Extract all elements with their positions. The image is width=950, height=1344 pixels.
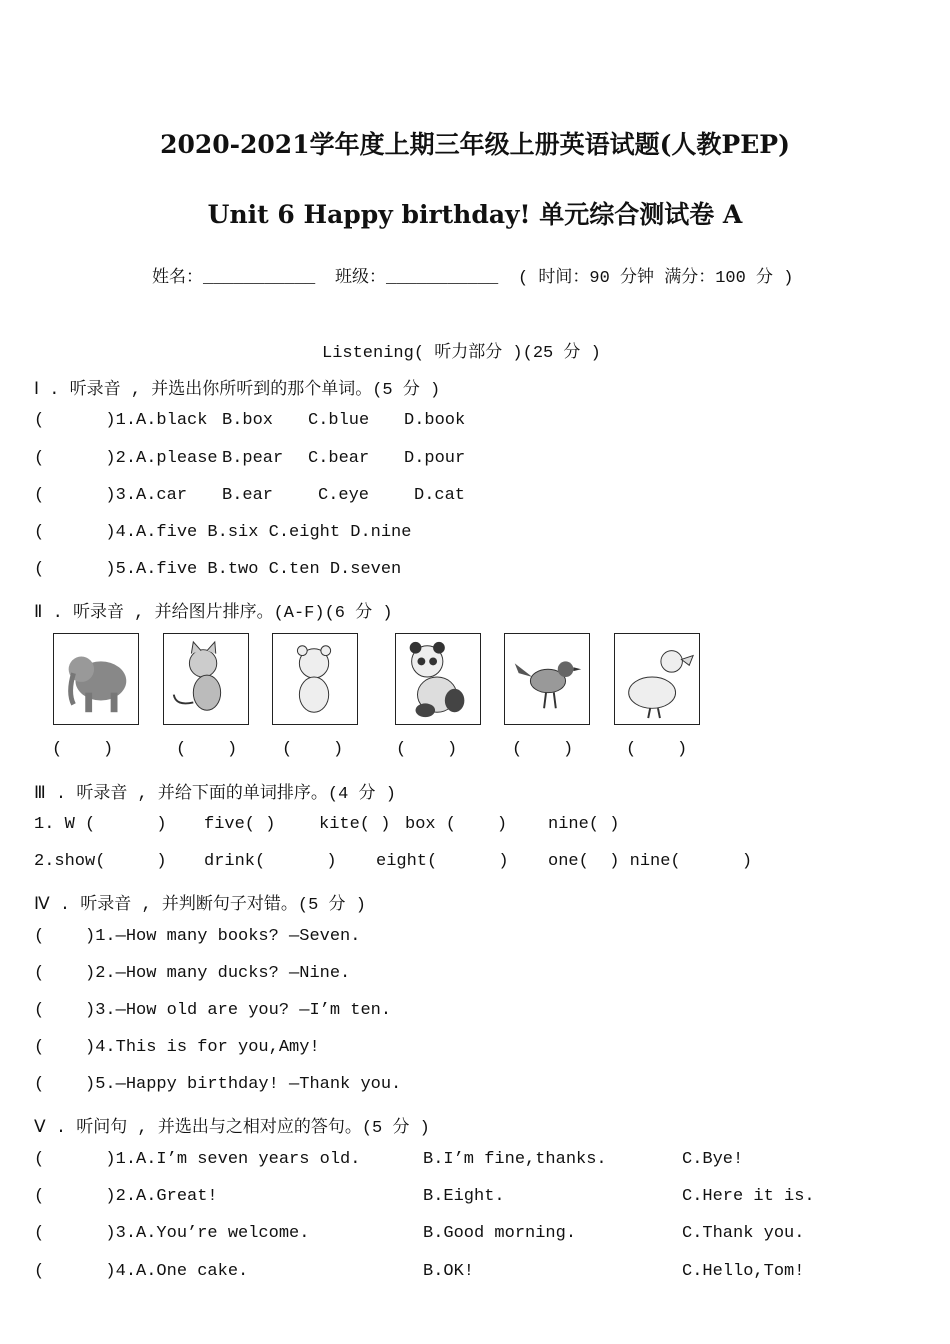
picture-blank: ( ) bbox=[626, 740, 688, 759]
s1-option: D.book bbox=[404, 411, 466, 430]
s1-option: D.pour bbox=[404, 449, 466, 468]
s4-heading: Ⅳ . 听录音 , 并判断句子对错。(5 分 ) bbox=[34, 896, 366, 915]
picture-blank: ( ) bbox=[396, 740, 458, 759]
s5-option: C.Here it is. bbox=[682, 1187, 815, 1206]
picture-blank: ( ) bbox=[512, 740, 574, 759]
s1-row: ( )2.A.please bbox=[34, 449, 218, 468]
page-title: 2020-2021学年度上期三年级上册英语试题(人教PEP) bbox=[160, 130, 790, 159]
cat-picture bbox=[163, 633, 249, 725]
s4-row: ( )2.—How many ducks? —Nine. bbox=[34, 964, 351, 983]
bear-picture bbox=[272, 633, 358, 725]
section-header: Listening( 听力部分 )(25 分 ) bbox=[322, 344, 601, 363]
s1-option: C.blue bbox=[308, 411, 370, 430]
duck-picture bbox=[614, 633, 700, 725]
s5-row: ( )4.A.One cake. bbox=[34, 1262, 249, 1281]
s4-row: ( )3.—How old are you? —I’m ten. bbox=[34, 1001, 392, 1020]
s5-option: B.OK! bbox=[423, 1262, 475, 1281]
s3-word: 2.show( ) bbox=[34, 852, 167, 871]
s3-word: five( ) bbox=[204, 815, 276, 834]
elephant-picture bbox=[53, 633, 139, 725]
s5-option: B.Eight. bbox=[423, 1187, 505, 1206]
s1-row: ( )4.A.five B.six C.eight D.nine bbox=[34, 523, 412, 542]
s5-row: ( )2.A.Great! bbox=[34, 1187, 218, 1206]
s5-option: C.Thank you. bbox=[682, 1224, 805, 1243]
s5-option: C.Hello,Tom! bbox=[682, 1262, 805, 1281]
page-subtitle: Unit 6 Happy birthday! 单元综合测试卷 A bbox=[207, 200, 743, 229]
s1-row: ( )1.A.black bbox=[34, 411, 208, 430]
s1-row: ( )3.A.car bbox=[34, 486, 188, 505]
s3-word: drink( ) bbox=[204, 852, 337, 871]
s5-option: B.I’m fine,thanks. bbox=[423, 1150, 607, 1169]
panda-picture bbox=[395, 633, 481, 725]
s1-option: B.ear bbox=[222, 486, 274, 505]
s1-option: D.cat bbox=[414, 486, 466, 505]
s1-option: C.eye bbox=[318, 486, 370, 505]
s3-word: kite( ) bbox=[319, 815, 391, 834]
s3-word: nine( ) bbox=[548, 815, 620, 834]
s4-row: ( )1.—How many books? —Seven. bbox=[34, 927, 361, 946]
class-field: 班级：___________ bbox=[335, 269, 499, 288]
picture-blank: ( ) bbox=[52, 740, 114, 759]
s3-word: 1. W ( ) bbox=[34, 815, 167, 834]
s2-heading: Ⅱ . 听录音 , 并给图片排序。(A-F)(6 分 ) bbox=[34, 604, 393, 623]
bird-picture bbox=[504, 633, 590, 725]
s5-row: ( )3.A.You’re welcome. bbox=[34, 1224, 310, 1243]
s3-word: one( ) nine( ) bbox=[548, 852, 753, 871]
s5-option: C.Bye! bbox=[682, 1150, 744, 1169]
s1-heading: Ⅰ . 听录音 , 并选出你所听到的那个单词。(5 分 ) bbox=[34, 381, 441, 400]
s1-row: ( )5.A.five B.two C.ten D.seven bbox=[34, 560, 402, 579]
picture-blank: ( ) bbox=[282, 740, 344, 759]
s1-option: B.box bbox=[222, 411, 274, 430]
s4-row: ( )4.This is for you,Amy! bbox=[34, 1038, 320, 1057]
s4-row: ( )5.—Happy birthday! —Thank you. bbox=[34, 1075, 402, 1094]
s1-option: C.bear bbox=[308, 449, 370, 468]
s3-heading: Ⅲ . 听录音 , 并给下面的单词排序。(4 分 ) bbox=[34, 785, 396, 804]
s3-word: box ( ) bbox=[405, 815, 508, 834]
s1-option: B.pear bbox=[222, 449, 284, 468]
time-score: ( 时间：90 分钟 满分：100 分 ) bbox=[518, 269, 794, 288]
s5-heading: Ⅴ . 听问句 , 并选出与之相对应的答句。(5 分 ) bbox=[34, 1119, 430, 1138]
picture-blank: ( ) bbox=[176, 740, 238, 759]
s5-row: ( )1.A.I’m seven years old. bbox=[34, 1150, 361, 1169]
name-field: 姓名：___________ bbox=[152, 269, 316, 288]
s5-option: B.Good morning. bbox=[423, 1224, 577, 1243]
s3-word: eight( ) bbox=[376, 852, 509, 871]
